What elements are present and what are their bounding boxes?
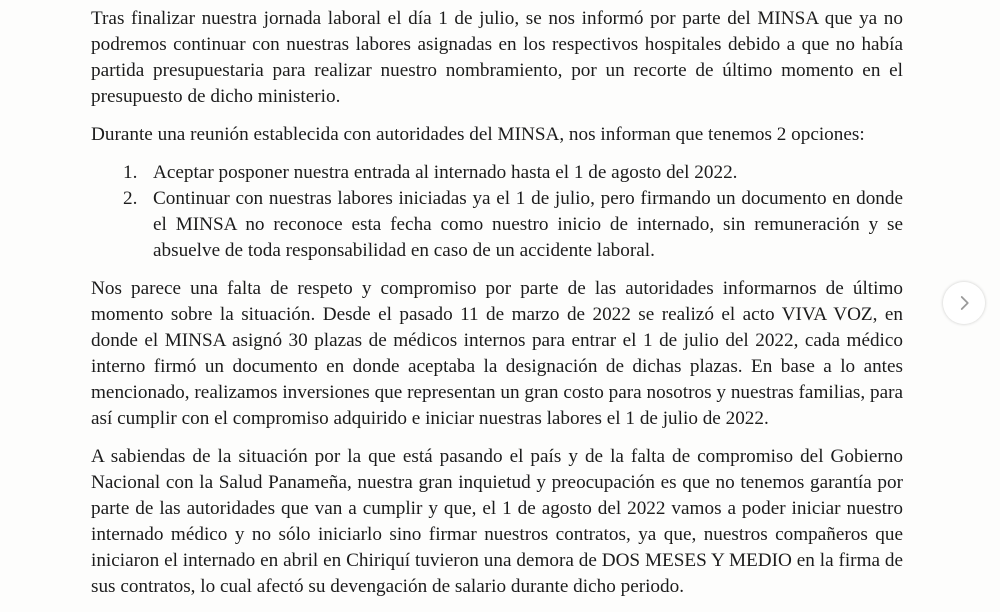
list-item-text: Continuar con nuestras labores iniciadas ya el 1 de julio, pero firmando un documento en donde el MINSA no reconoce esta fecha como nuestro inicio de internado, sin remuneración y se absuelve de toda responsabilidad en caso de un accidente laboral. [153, 188, 903, 261]
list-item-number: 2. [123, 188, 138, 209]
paragraph-concern: A sabiendas de la situación por la que está pasando el país y de la falta de compromiso del Gobierno Nacional con la Salud Panameña, nuestra gran inquietud y preocupación es que no tenemos garantía por parte de las autoridades que van a cumplir y que, el 1 de agosto del 2022 vamos a poder iniciar nuestro internado médico y no sólo iniciarlo sino firmar nuestros contratos, ya que, nuestros compañeros que iniciaron el internado en abril en Chiriquí tuvieron una demora de DOS MESES Y MEDIO en la firma de sus contratos, lo cual afectó su devengación de salario durante dicho periodo. [91, 446, 903, 597]
next-slide-button[interactable] [943, 282, 985, 324]
list-item-text: Aceptar posponer nuestra entrada al internado hasta el 1 de agosto del 2022. [153, 162, 738, 183]
list-item-number: 1. [123, 162, 138, 183]
paragraph-budget-cut: Tras finalizar nuestra jornada laboral el día 1 de julio, se nos informó por parte del MINSA que ya no podremos continuar con nuestras labores asignadas en los respectivos hospitales debido a que no había partida presupuestaria para realizar nuestro nombramiento, por un recorte de último momento en el presupuesto de dicho ministerio. [91, 8, 903, 107]
paragraph-meeting: Durante una reunión establecida con autoridades del MINSA, nos informan que tenemos 2 opciones: [91, 124, 865, 145]
paragraph-disrespect: Nos parece una falta de respeto y compromiso por parte de las autoridades informarnos de último momento sobre la situación. Desde el pasado 11 de marzo de 2022 se realizó el acto VIVA VOZ, en donde el MINSA asignó 30 plazas de médicos internos para entrar el 1 de julio del 2022, cada médico interno firmó un documento en donde aceptaba la designación de dichas plazas. En base a lo antes mencionado, realizamos inversiones que representan un gran costo para nosotros y nuestras familias, para así cumplir con el compromiso adquirido e iniciar nuestras labores el 1 de julio de 2022. [91, 278, 903, 429]
document-page [91, 6, 903, 612]
options-list [91, 160, 903, 264]
list-item [91, 160, 903, 186]
list-item [91, 186, 903, 264]
chevron-right-icon [955, 294, 973, 312]
